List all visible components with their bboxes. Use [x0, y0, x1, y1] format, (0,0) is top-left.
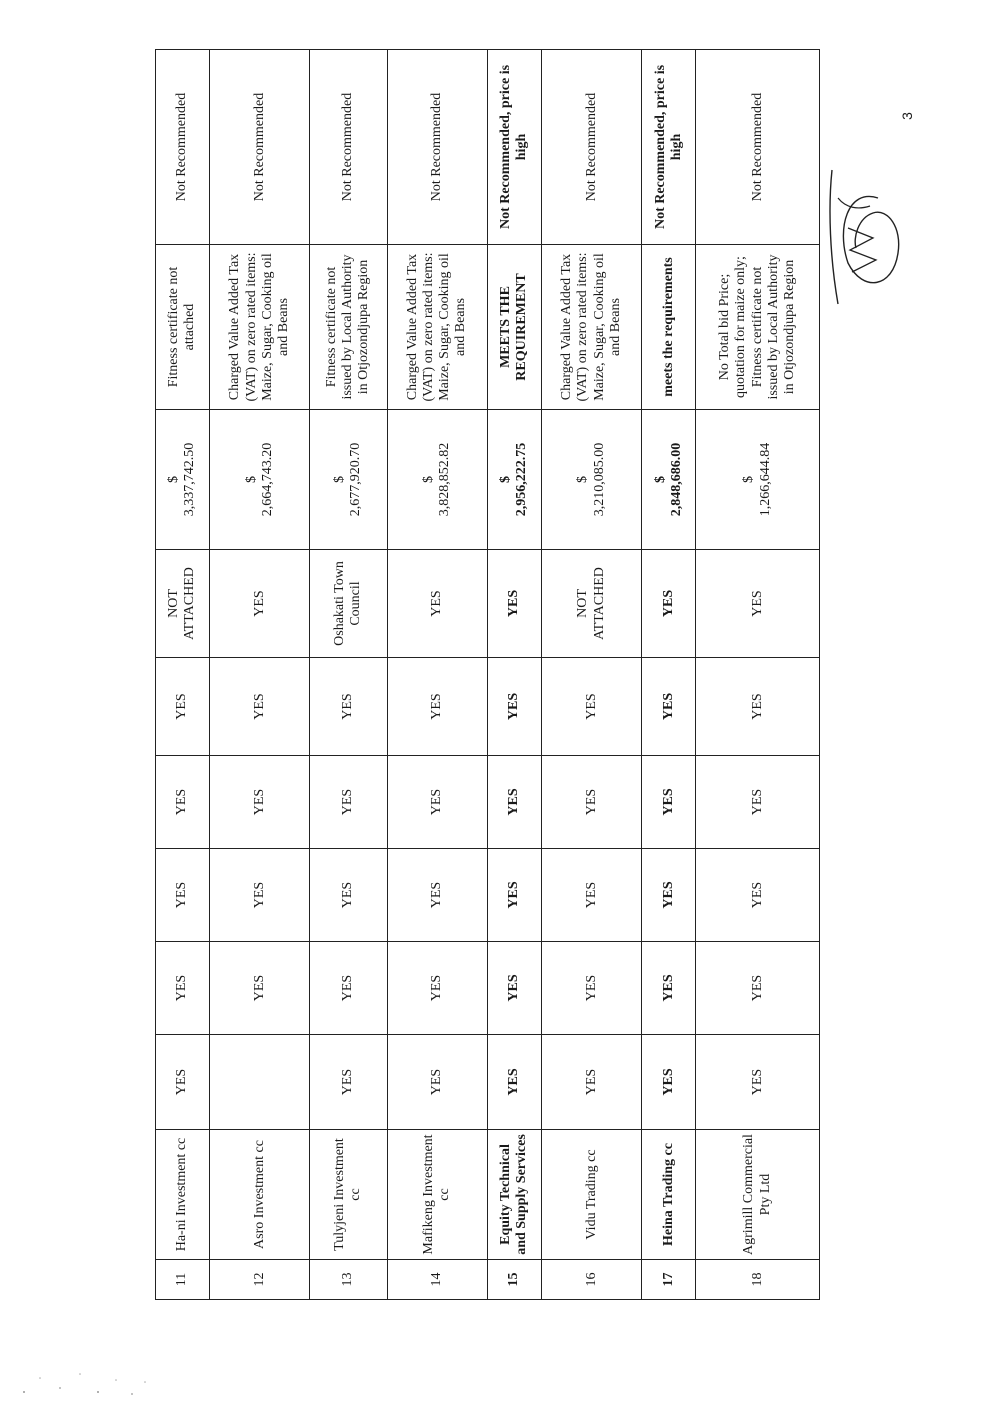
check-2-cell: YES: [310, 942, 387, 1035]
check-4-cell: YES: [541, 756, 641, 849]
check-1-cell: YES: [487, 1035, 541, 1130]
check-5-cell: YES: [696, 658, 820, 756]
recommendation-cell: Not Recommended: [696, 50, 820, 245]
evaluation-remark-cell: Charged Value Added Tax (VAT) on zero rated items: Maize, Sugar, Cooking oil and Beans: [209, 245, 309, 410]
row-number-cell: 14: [387, 1260, 487, 1300]
check-2-cell: YES: [387, 942, 487, 1035]
amount-value: 3,828,852.82: [437, 442, 453, 517]
recommendation-cell: Not Recommended: [387, 50, 487, 245]
evaluation-remark-cell: Charged Value Added Tax (VAT) on zero rated items: Maize, Sugar, Cooking oil and Beans: [387, 245, 487, 410]
amount-value: 2,956,222.75: [514, 442, 530, 517]
table-body: [156, 50, 820, 1300]
bidder-name-cell: Heina Trading cc: [642, 1130, 696, 1260]
check-3-cell: YES: [541, 849, 641, 942]
bidder-name-cell: Mafikeng Investment cc: [387, 1130, 487, 1260]
row-number-cell: 13: [310, 1260, 387, 1300]
bid-amount-cell: [696, 410, 820, 550]
table-row: [310, 50, 387, 1300]
table-row: [209, 50, 309, 1300]
amount-value: 3,210,085.00: [591, 442, 607, 517]
check-3-cell: YES: [156, 849, 210, 942]
row-number-cell: 15: [487, 1260, 541, 1300]
table-row: [642, 50, 696, 1300]
row-number-cell: 17: [642, 1260, 696, 1300]
check-2-cell: YES: [209, 942, 309, 1035]
bidder-name-cell: Equity Technical and Supply Services: [487, 1130, 541, 1260]
evaluation-table: [155, 49, 820, 1300]
check-5-cell: YES: [156, 658, 210, 756]
recommendation-cell: Not Recommended: [156, 50, 210, 245]
check-4-cell: YES: [387, 756, 487, 849]
fitness-certificate-status-cell: YES: [487, 550, 541, 658]
check-1-cell: YES: [541, 1035, 641, 1130]
recommendation-cell: Not Recommended: [209, 50, 309, 245]
signature-mark: [818, 168, 908, 308]
currency-symbol: $: [575, 476, 591, 483]
check-5-cell: YES: [642, 658, 696, 756]
amount-value: 1,266,644.84: [757, 442, 773, 517]
bid-amount-cell: [487, 410, 541, 550]
check-5-cell: YES: [541, 658, 641, 756]
check-2-cell: YES: [696, 942, 820, 1035]
recommendation-cell: Not Recommended, price is high: [487, 50, 541, 245]
evaluation-table-rotated: [155, 50, 820, 1300]
page-number: 3: [898, 112, 915, 120]
fitness-certificate-status-cell: YES: [696, 550, 820, 658]
bid-amount-cell: [209, 410, 309, 550]
amount-value: 2,848,686.00: [668, 442, 684, 517]
currency-symbol: $: [421, 476, 437, 483]
check-1-cell: [209, 1035, 309, 1130]
check-3-cell: YES: [487, 849, 541, 942]
check-1-cell: YES: [310, 1035, 387, 1130]
currency-symbol: $: [243, 476, 259, 483]
recommendation-cell: Not Recommended: [310, 50, 387, 245]
scan-specks: [20, 1368, 150, 1398]
bid-amount-cell: [541, 410, 641, 550]
check-1-cell: YES: [387, 1035, 487, 1130]
bidder-name-cell: Asro Investment cc: [209, 1130, 309, 1260]
evaluation-remark-cell: Fitness certificate not attached: [156, 245, 210, 410]
check-3-cell: YES: [696, 849, 820, 942]
fitness-certificate-status-cell: Oshakati Town Council: [310, 550, 387, 658]
table-row: [387, 50, 487, 1300]
bidder-name-cell: Ha-ni Investment cc: [156, 1130, 210, 1260]
table-row: [156, 50, 210, 1300]
evaluation-remark-cell: Charged Value Added Tax (VAT) on zero rated items: Maize, Sugar, Cooking oil and Beans: [541, 245, 641, 410]
fitness-certificate-status-cell: NOT ATTACHED: [156, 550, 210, 658]
check-1-cell: YES: [642, 1035, 696, 1130]
amount-value: 2,677,920.70: [348, 442, 364, 517]
check-2-cell: YES: [487, 942, 541, 1035]
evaluation-remark-cell: meets the requirements: [642, 245, 696, 410]
currency-symbol: $: [332, 476, 348, 483]
row-number-cell: 16: [541, 1260, 641, 1300]
check-4-cell: YES: [487, 756, 541, 849]
row-number-cell: 12: [209, 1260, 309, 1300]
check-2-cell: YES: [541, 942, 641, 1035]
amount-value: 2,664,743.20: [259, 442, 275, 517]
amount-value: 3,337,742.50: [182, 442, 198, 517]
table-row: [487, 50, 541, 1300]
bidder-name-cell: Vidu Trading cc: [541, 1130, 641, 1260]
check-2-cell: YES: [156, 942, 210, 1035]
check-5-cell: YES: [209, 658, 309, 756]
evaluation-remark-cell: MEETS THE REQUIREMENT: [487, 245, 541, 410]
check-4-cell: YES: [209, 756, 309, 849]
currency-symbol: $: [498, 476, 514, 483]
table-row: [541, 50, 641, 1300]
bid-amount-cell: [156, 410, 210, 550]
table-row: [696, 50, 820, 1300]
check-2-cell: YES: [642, 942, 696, 1035]
currency-symbol: $: [166, 476, 182, 483]
fitness-certificate-status-cell: YES: [387, 550, 487, 658]
evaluation-remark-cell: No Total bid Price; quotation for maize only; Fitness certificate not issued by Local Authority in Otjozondjupa Region: [696, 245, 820, 410]
check-3-cell: YES: [310, 849, 387, 942]
check-4-cell: YES: [696, 756, 820, 849]
check-3-cell: YES: [209, 849, 309, 942]
fitness-certificate-status-cell: YES: [642, 550, 696, 658]
row-number-cell: 11: [156, 1260, 210, 1300]
row-number-cell: 18: [696, 1260, 820, 1300]
check-4-cell: YES: [310, 756, 387, 849]
bid-amount-cell: [310, 410, 387, 550]
bidder-name-cell: Agrimill Commercial Pty Ltd: [696, 1130, 820, 1260]
bid-amount-cell: [642, 410, 696, 550]
recommendation-cell: Not Recommended, price is high: [642, 50, 696, 245]
check-5-cell: YES: [487, 658, 541, 756]
check-3-cell: YES: [642, 849, 696, 942]
currency-symbol: $: [652, 476, 668, 483]
check-5-cell: YES: [310, 658, 387, 756]
recommendation-cell: Not Recommended: [541, 50, 641, 245]
bidder-name-cell: Tulyjeni Investment cc: [310, 1130, 387, 1260]
check-3-cell: YES: [387, 849, 487, 942]
check-1-cell: YES: [156, 1035, 210, 1130]
evaluation-remark-cell: Fitness certificate not issued by Local Authority in Otjozondjupa Region: [310, 245, 387, 410]
check-5-cell: YES: [387, 658, 487, 756]
fitness-certificate-status-cell: NOT ATTACHED: [541, 550, 641, 658]
check-4-cell: YES: [642, 756, 696, 849]
currency-symbol: $: [741, 476, 757, 483]
check-4-cell: YES: [156, 756, 210, 849]
fitness-certificate-status-cell: YES: [209, 550, 309, 658]
check-1-cell: YES: [696, 1035, 820, 1130]
bid-amount-cell: [387, 410, 487, 550]
